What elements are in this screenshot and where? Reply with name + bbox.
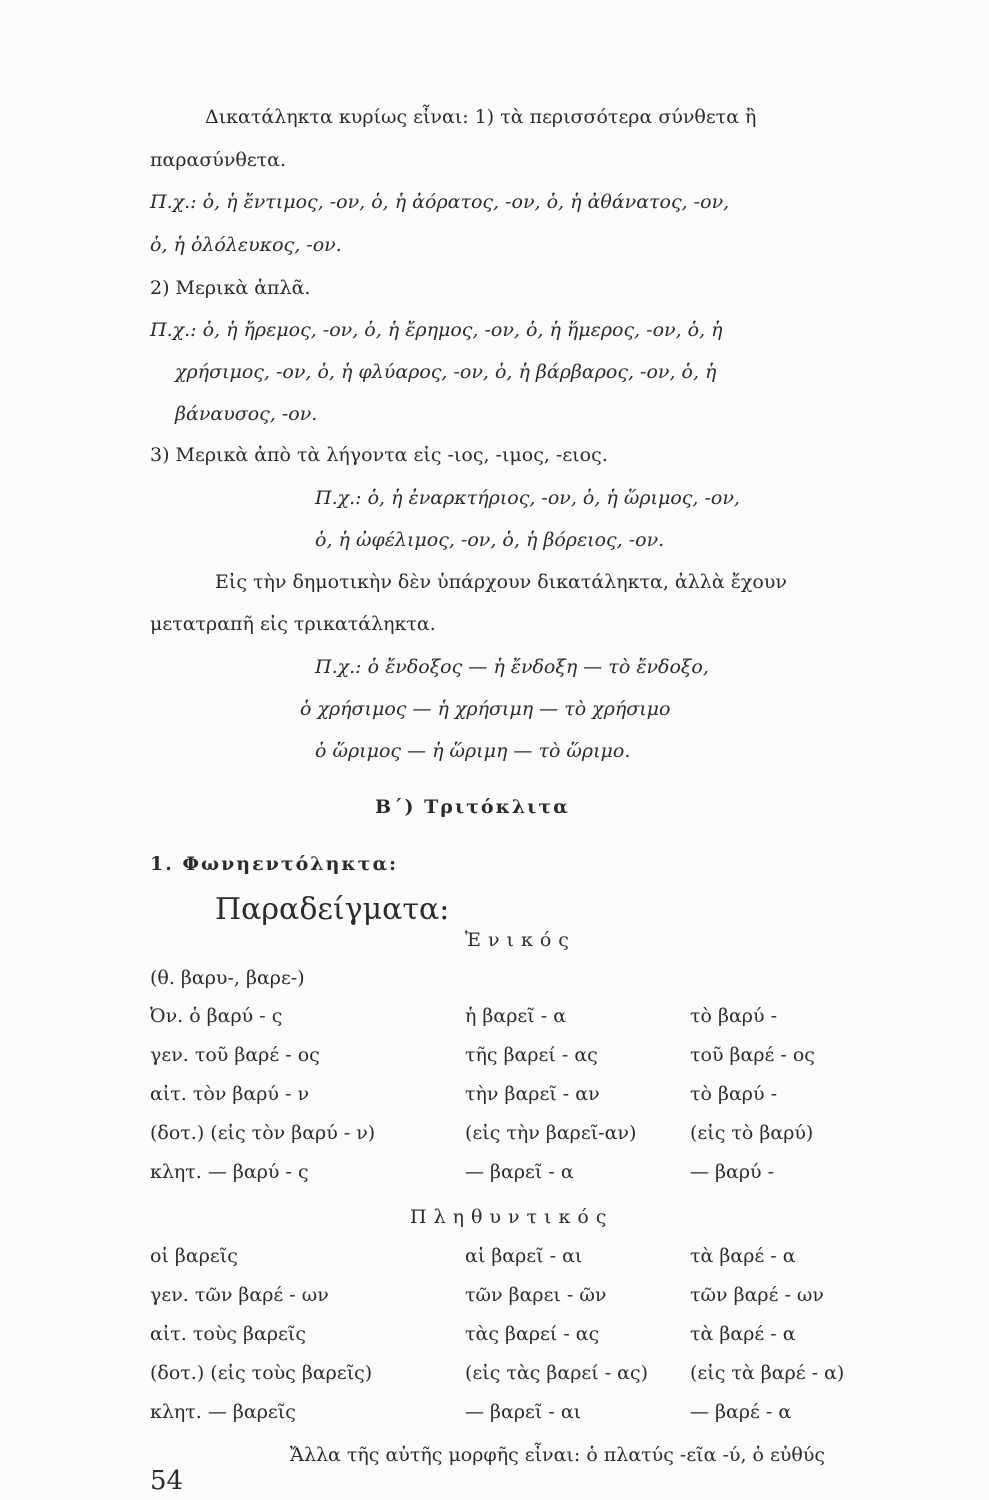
point-2: 2) Μερικὰ ἁπλᾶ. <box>150 277 311 299</box>
plur-neut-gen: τῶν βαρέ - ων <box>690 1284 824 1306</box>
section-heading: Β΄) Τριτόκλιτα <box>375 796 570 818</box>
example-3-line-1: Π.χ.: ὁ, ἡ ἐναρκτήριος, -ον, ὁ, ἡ ὥριμος, -ον, <box>315 487 740 509</box>
demotic-line-2: μετατραπῆ εἰς τρικατάληκτα. <box>150 613 436 635</box>
plur-fem-gen: τῶν βαρει - ῶν <box>465 1284 607 1306</box>
plural-label: Πληθυντικός <box>410 1206 614 1228</box>
example-2-line-1: Π.χ.: ὁ, ἡ ἤρεμος, -ον, ὁ, ἡ ἔρημος, -ον, ὁ, ἡ ἥμερος, -ον, ὁ, ἡ <box>150 319 723 341</box>
plur-fem-dat: (εἰς τὰς βαρεί - ας) <box>465 1362 649 1384</box>
example-4-line-2: ὁ χρήσιμος — ἡ χρήσιμη — τὸ χρήσιμο <box>300 698 671 720</box>
intro-line-1: Δικατάληκτα κυρίως εἶναι: 1) τὰ περισσότερα σύνθετα ἢ <box>205 106 757 128</box>
plur-neut-nom: τὰ βαρέ - α <box>690 1245 796 1267</box>
subsection-heading: 1. Φωνηεντόληκτα: <box>150 853 399 875</box>
plur-masc-gen: γεν. τῶν βαρέ - ων <box>150 1284 329 1306</box>
sing-fem-dat: (εἰς τὴν βαρεῖ-αν) <box>465 1122 637 1144</box>
sing-masc-dat: (δοτ.) (εἰς τὸν βαρύ - ν) <box>150 1122 376 1144</box>
sing-neut-gen: τοῦ βαρέ - ος <box>690 1044 815 1066</box>
examples-label: Παραδείγματα: <box>215 892 450 927</box>
example-4-line-3: ὁ ὥριμος — ἡ ὥριμη — τὸ ὥριμο. <box>315 740 631 762</box>
plur-masc-acc: αἰτ. τοὺς βαρεῖς <box>150 1323 306 1345</box>
demotic-line-1: Εἰς τὴν δημοτικὴν δὲν ὑπάρχουν δικατάληκτα, ἀλλὰ ἔχουν <box>215 571 787 593</box>
example-1-line-2: ὁ, ἡ ὁλόλευκος, -ον. <box>150 234 342 256</box>
sing-fem-voc: — βαρεῖ - α <box>465 1161 574 1183</box>
plur-masc-nom: οἱ βαρεῖς <box>150 1245 238 1267</box>
sing-fem-gen: τῆς βαρεί - ας <box>465 1044 598 1066</box>
plur-neut-voc: — βαρέ - α <box>690 1401 792 1423</box>
plur-neut-acc: τὰ βαρέ - α <box>690 1323 796 1345</box>
sing-neut-acc: τὸ βαρύ - <box>690 1083 777 1105</box>
example-2-line-3: βάναυσος, -ον. <box>175 403 318 425</box>
plur-fem-acc: τὰς βαρεί - ας <box>465 1323 600 1345</box>
plur-fem-voc: — βαρεῖ - αι <box>465 1401 582 1423</box>
sing-masc-acc: αἰτ. τὸν βαρύ - ν <box>150 1083 309 1105</box>
sing-neut-nom: τὸ βαρύ - <box>690 1005 777 1027</box>
sing-masc-voc: κλητ. — βαρύ - ς <box>150 1161 309 1183</box>
plur-masc-dat: (δοτ.) (εἰς τοὺς βαρεῖς) <box>150 1362 373 1384</box>
sing-masc-gen: γεν. τοῦ βαρέ - ος <box>150 1044 320 1066</box>
sing-fem-nom: ἡ βαρεῖ - α <box>465 1005 567 1027</box>
closing-line: Ἄλλα τῆς αὐτῆς μορφῆς εἶναι: ὁ πλατύς -εῖα -ύ, ὁ εὐθύς <box>290 1444 826 1466</box>
sing-masc-nom: Ὀν. ὁ βαρύ - ς <box>150 1005 283 1027</box>
sing-fem-acc: τὴν βαρεῖ - αν <box>465 1083 600 1105</box>
page-number: 54 <box>150 1466 184 1496</box>
singular-label: Ἑνικός <box>465 929 576 951</box>
example-1-line-1: Π.χ.: ὁ, ἡ ἔντιμος, -ον, ὁ, ἡ ἀόρατος, -ον, ὁ, ἡ ἀθάνατος, -ον, <box>150 191 730 213</box>
plur-neut-dat: (εἰς τὰ βαρέ - α) <box>690 1362 845 1384</box>
example-3-line-2: ὁ, ἡ ὠφέλιμος, -ον, ὁ, ἡ βόρειος, -ον. <box>315 529 665 551</box>
plur-fem-nom: αἱ βαρεῖ - αι <box>465 1245 583 1267</box>
example-2-line-2: χρήσιμος, -ον, ὁ, ἡ φλύαρος, -ον, ὁ, ἡ βάρβαρος, -ον, ὁ, ἡ <box>175 361 717 383</box>
sing-neut-voc: — βαρύ - <box>690 1161 775 1183</box>
sing-neut-dat: (εἰς τὸ βαρύ) <box>690 1122 814 1144</box>
example-4-line-1: Π.χ.: ὁ ἔνδοξος — ἡ ἔνδοξη — τὸ ἔνδοξο, <box>315 656 709 678</box>
theme-note: (θ. βαρυ-, βαρε-) <box>150 967 305 989</box>
intro-line-2: παρασύνθετα. <box>150 149 287 171</box>
point-3: 3) Μερικὰ ἀπὸ τὰ λήγοντα εἰς -ιος, -ιμος, -ειος. <box>150 444 608 466</box>
plur-masc-voc: κλητ. — βαρεῖς <box>150 1401 296 1423</box>
